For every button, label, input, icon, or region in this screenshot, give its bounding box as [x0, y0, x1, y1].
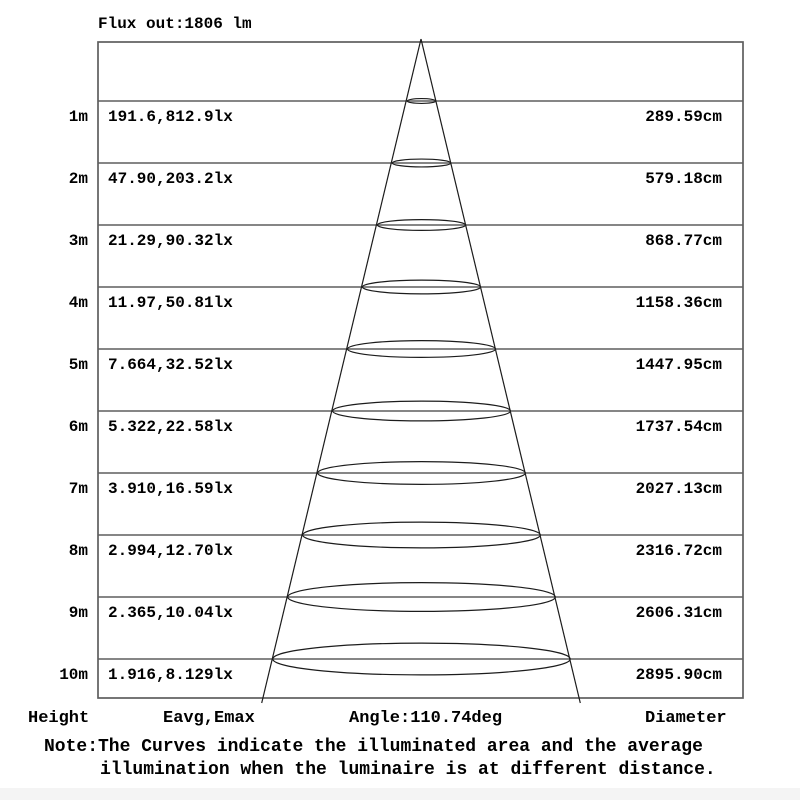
- height-label-6m: 6m: [68, 418, 88, 436]
- eavg-emax-value-10m: 1.916,8.129lx: [108, 666, 233, 684]
- height-label-7m: 7m: [68, 480, 88, 498]
- diameter-value-10m: 2895.90cm: [635, 666, 722, 684]
- height-label-1m: 1m: [68, 108, 88, 126]
- diameter-value-1m: 289.59cm: [645, 108, 722, 126]
- height-label-5m: 5m: [68, 356, 88, 374]
- height-label-9m: 9m: [68, 604, 88, 622]
- footer-bar: [0, 788, 800, 800]
- eavg-emax-value-3m: 21.29,90.32lx: [108, 232, 233, 250]
- eavg-emax-value-4m: 11.97,50.81lx: [108, 294, 233, 312]
- column-label-diameter: Diameter: [645, 709, 727, 728]
- eavg-emax-value-7m: 3.910,16.59lx: [108, 480, 233, 498]
- height-label-2m: 2m: [68, 170, 88, 188]
- column-label-eavg-emax: Eavg,Emax: [163, 709, 255, 728]
- diameter-value-2m: 579.18cm: [645, 170, 722, 188]
- flux-out-title: Flux out:1806 lm: [98, 15, 252, 33]
- note-line-1: Note:The Curves indicate the illuminated area and the average: [44, 737, 703, 757]
- diameter-value-8m: 2316.72cm: [635, 542, 722, 560]
- eavg-emax-value-2m: 47.90,203.2lx: [108, 170, 233, 188]
- note-line-2: illumination when the luminaire is at different distance.: [100, 760, 716, 780]
- height-label-4m: 4m: [68, 294, 88, 312]
- cone-right-edge: [421, 39, 580, 703]
- diameter-value-5m: 1447.95cm: [635, 356, 722, 374]
- eavg-emax-value-6m: 5.322,22.58lx: [108, 418, 233, 436]
- eavg-emax-value-1m: 191.6,812.9lx: [108, 108, 233, 126]
- eavg-emax-value-5m: 7.664,32.52lx: [108, 356, 233, 374]
- column-label-height: Height: [28, 709, 90, 728]
- diameter-value-3m: 868.77cm: [645, 232, 722, 250]
- height-label-8m: 8m: [68, 542, 88, 560]
- diameter-value-6m: 1737.54cm: [635, 418, 722, 436]
- diameter-value-4m: 1158.36cm: [635, 294, 722, 312]
- height-label-10m: 10m: [59, 666, 88, 684]
- diameter-value-7m: 2027.13cm: [635, 480, 722, 498]
- beam-angle-label: Angle:110.74deg: [349, 709, 503, 728]
- height-label-3m: 3m: [68, 232, 88, 250]
- eavg-emax-value-8m: 2.994,12.70lx: [108, 542, 233, 560]
- cone-left-edge: [262, 39, 421, 703]
- diameter-value-9m: 2606.31cm: [635, 604, 722, 622]
- eavg-emax-value-9m: 2.365,10.04lx: [108, 604, 233, 622]
